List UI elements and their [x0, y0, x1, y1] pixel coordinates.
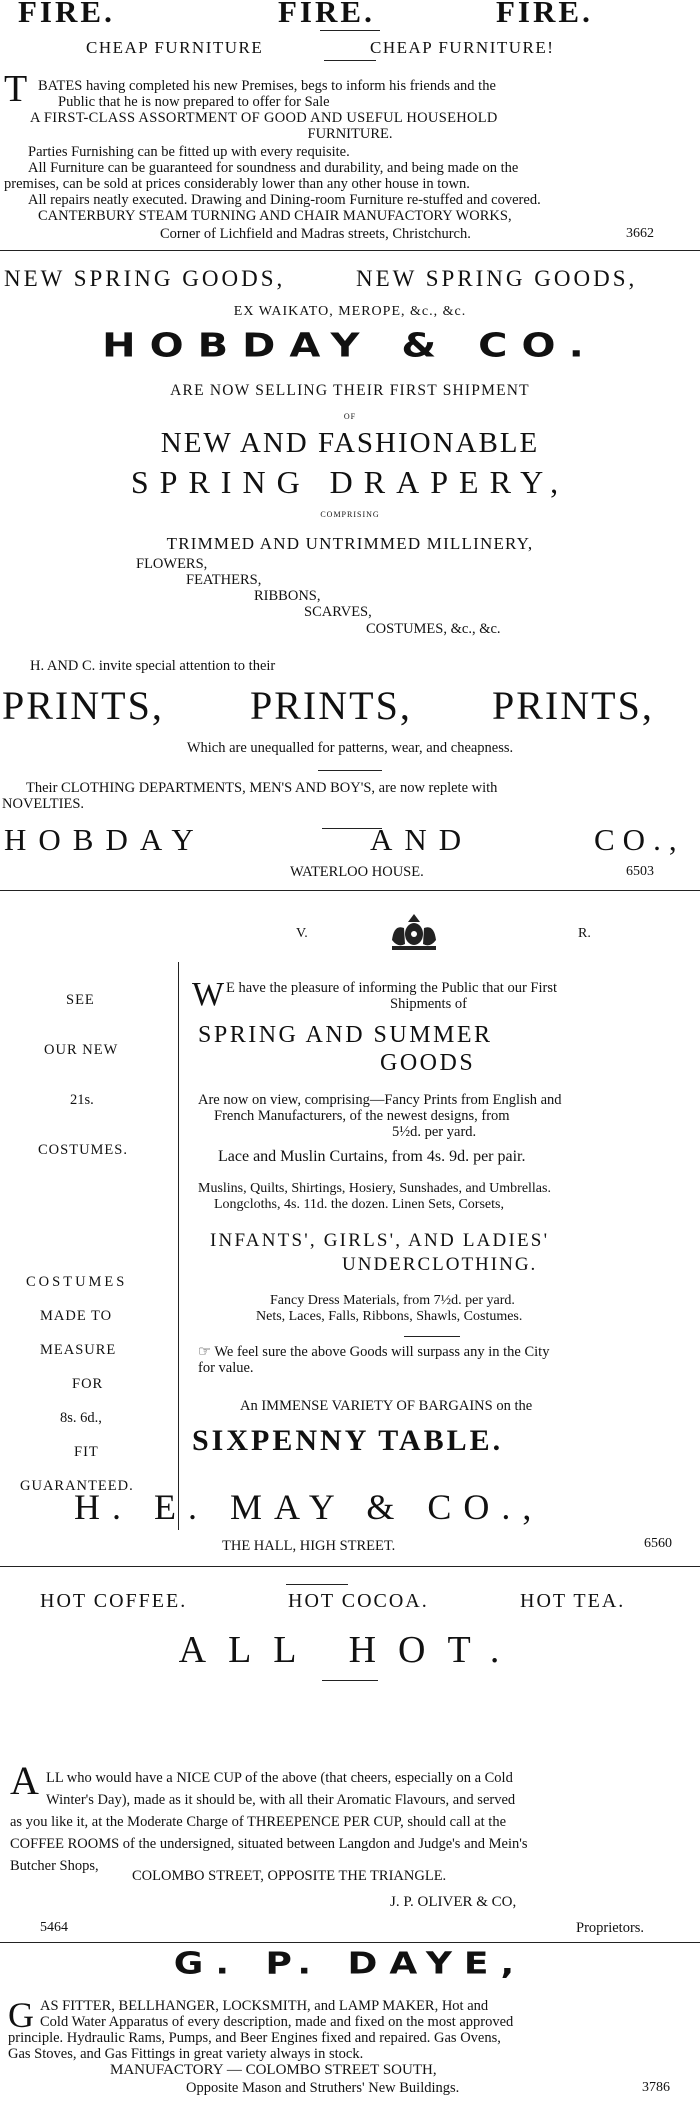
- hobday-ad-number: 6503: [626, 864, 654, 879]
- hobday-prints-2: PRINTS,: [250, 683, 412, 728]
- may-muslins-line2: Longcloths, 4s. 11d. the dozen. Linen Sets, Corsets,: [214, 1197, 504, 1212]
- may-intro-line2: Shipments of: [390, 996, 467, 1012]
- hobday-fashion-line1: NEW AND FASHIONABLE: [160, 427, 540, 459]
- divider-1: [0, 250, 700, 251]
- coffee-all-hot: ALL HOT.: [178, 1629, 522, 1671]
- divider-3: [0, 1566, 700, 1567]
- hobday-item-scarves: SCARVES,: [304, 604, 372, 620]
- hobday-millinery: TRIMMED AND UNTRIMMED MILLINERY,: [166, 534, 534, 553]
- fire-line-2: Public that he is now prepared to offer for Sale: [58, 94, 330, 110]
- fire-headline-3: FIRE.: [496, 0, 593, 29]
- fire-underline: [320, 30, 380, 31]
- fire-headline-1: FIRE.: [18, 0, 115, 29]
- crest-letter-r: R.: [578, 926, 591, 941]
- may-season-line1: SPRING AND SUMMER: [198, 1022, 493, 1048]
- may-season-line2: GOODS: [380, 1050, 476, 1076]
- fire-line-7: premises, can be sold at prices considerably lower than any other house in town.: [4, 176, 470, 192]
- sidebar-our-new: OUR NEW: [44, 1042, 119, 1058]
- hobday-headline-right: NEW SPRING GOODS,: [356, 266, 638, 291]
- fire-line-1: BATES having completed his new Premises, begs to inform his friends and the: [38, 78, 496, 94]
- sidebar-costumes-2: COSTUMES: [26, 1274, 128, 1290]
- may-column-divider: [178, 962, 179, 1530]
- coffee-drop-cap: A: [10, 1758, 39, 1803]
- fire-line-6: All Furniture can be guaranteed for soundness and durability, and being made on the: [28, 160, 519, 176]
- sidebar-measure: MEASURE: [40, 1342, 117, 1358]
- may-view-line3: 5½d. per yard.: [392, 1124, 477, 1140]
- daye-line-1: AS FITTER, BELLHANGER, LOCKSMITH, and LAMP MAKER, Hot and: [40, 1998, 489, 2014]
- hobday-prints-1: PRINTS,: [2, 683, 164, 728]
- hobday-clothing-line2: NOVELTIES.: [2, 796, 85, 812]
- coffee-line-2: Winter's Day), made as it should be, with all their Aromatic Flavours, and served: [46, 1792, 516, 1808]
- fire-line-8: All repairs neatly executed. Drawing and Dining-room Furniture re-stuffed and covered.: [28, 192, 541, 208]
- hobday-fashion-line2: SPRING DRAPERY,: [130, 464, 570, 500]
- fire-line-9: CANTERBURY STEAM TURNING AND CHAIR MANUFACTORY WORKS,: [38, 208, 512, 224]
- fire-line-5: Parties Furnishing can be fitted up with every requisite.: [28, 144, 350, 160]
- may-muslins-line1: Muslins, Quilts, Shirtings, Hosiery, Sunshades, and Umbrellas.: [198, 1181, 551, 1196]
- daye-line-5: MANUFACTORY — COLOMBO STREET SOUTH,: [110, 2062, 437, 2078]
- coffee-short-rule-2: [322, 1680, 378, 1681]
- daye-drop-cap: G: [8, 1995, 34, 2035]
- coffee-line-3: as you like it, at the Moderate Charge of THREEPENCE PER CUP, should call at the: [10, 1814, 507, 1830]
- drink-hot-cocoa: HOT COCOA.: [288, 1590, 429, 1612]
- coffee-line-5: Butcher Shops,: [10, 1858, 99, 1874]
- coffee-proprietor: J. P. OLIVER & CO,: [390, 1894, 517, 1910]
- royal-crest-icon: [386, 910, 442, 954]
- hobday-comprising: COMPRISING: [320, 510, 380, 519]
- hobday-short-rule-1: [318, 770, 382, 771]
- hobday-item-costumes: COSTUMES, &c., &c.: [366, 621, 501, 637]
- drink-hot-coffee: HOT COFFEE.: [40, 1590, 188, 1612]
- fire-headline-2: FIRE.: [278, 0, 375, 29]
- may-sure-line2: for value.: [198, 1360, 254, 1376]
- hobday-prints-3: PRINTS,: [492, 683, 654, 728]
- hobday-item-ribbons: RIBBONS,: [254, 588, 321, 604]
- fire-subhead-underline: [324, 60, 376, 61]
- sidebar-for: FOR: [72, 1376, 104, 1392]
- fire-subhead-2: CHEAP FURNITURE!: [370, 38, 555, 57]
- sidebar-fit: FIT: [74, 1444, 99, 1460]
- hobday-brand: HOBDAY & CO.: [102, 327, 598, 365]
- may-address: THE HALL, HIGH STREET.: [222, 1538, 396, 1554]
- may-intro-line1: E have the pleasure of informing the Public that our First: [226, 980, 558, 996]
- sidebar-costumes: COSTUMES.: [38, 1142, 128, 1158]
- daye-line-2: Cold Water Apparatus of every description, made and fixed on the most approved: [40, 2014, 514, 2030]
- may-infants-line1: INFANTS', GIRLS', AND LADIES': [210, 1230, 550, 1251]
- may-sixpenny-table: SIXPENNY TABLE.: [192, 1424, 504, 1457]
- divider-4: [0, 1942, 700, 1943]
- fire-line-10: Corner of Lichfield and Madras streets, Christchurch.: [160, 226, 471, 242]
- may-fancy-line2: Nets, Laces, Falls, Ribbons, Shawls, Costumes.: [256, 1309, 523, 1324]
- fire-line-4: FURNITURE.: [307, 126, 393, 142]
- may-fancy-line1: Fancy Dress Materials, from 7½d. per yard.: [270, 1293, 515, 1308]
- fire-subhead-1: CHEAP FURNITURE: [86, 38, 264, 57]
- divider-2: [0, 890, 700, 891]
- hobday-of: OF: [343, 412, 357, 421]
- hobday-invite: H. AND C. invite special attention to their: [30, 658, 276, 674]
- coffee-line-1: LL who would have a NICE CUP of the above (that cheers, especially on a Cold: [46, 1770, 513, 1786]
- drink-hot-tea: HOT TEA.: [520, 1590, 626, 1612]
- coffee-short-rule-1: [286, 1584, 348, 1585]
- coffee-line-4: COFFEE ROOMS of the undersigned, situated between Langdon and Judge's and Mein's: [10, 1836, 528, 1852]
- may-lace: Lace and Muslin Curtains, from 4s. 9d. per pair.: [218, 1148, 526, 1165]
- daye-line-6: Opposite Mason and Struthers' New Buildings.: [186, 2080, 460, 2096]
- hobday-footer-and: AND: [370, 822, 474, 857]
- sidebar-guaranteed: GUARANTEED.: [20, 1478, 134, 1494]
- hobday-item-feathers: FEATHERS,: [186, 572, 262, 588]
- hobday-item-flowers: FLOWERS,: [136, 556, 208, 572]
- may-drop-cap: W: [192, 976, 225, 1013]
- hobday-headline-left: NEW SPRING GOODS,: [4, 266, 286, 291]
- sidebar-price: 8s. 6d.,: [60, 1410, 102, 1426]
- sidebar-see: SEE: [66, 992, 95, 1008]
- may-sure-line1: ☞ We feel sure the above Goods will surpass any in the City: [198, 1344, 550, 1360]
- hobday-unequalled: Which are unequalled for patterns, wear, and cheapness.: [186, 740, 514, 756]
- may-view-line2: French Manufacturers, of the newest designs, from: [214, 1108, 510, 1124]
- coffee-line-6: COLOMBO STREET, OPPOSITE THE TRIANGLE.: [132, 1868, 447, 1884]
- hobday-footer-hobday: HOBDAY: [4, 822, 206, 857]
- may-view-line1: Are now on view, comprising—Fancy Prints from English and: [198, 1092, 562, 1108]
- hobday-clothing-line1: Their CLOTHING DEPARTMENTS, MEN'S AND BOY'S, are now replete with: [26, 780, 498, 796]
- crest-letter-v: V.: [296, 926, 308, 941]
- sidebar-made-to: MADE TO: [40, 1308, 113, 1324]
- fire-drop-cap: T: [4, 68, 28, 110]
- may-infants-line2: UNDERCLOTHING.: [342, 1254, 538, 1275]
- daye-brand: G. P. DAYE,: [173, 1946, 527, 1981]
- daye-ad-number: 3786: [642, 2080, 670, 2095]
- may-immense: An IMMENSE VARIETY OF BARGAINS on the: [240, 1398, 533, 1414]
- coffee-ad-number: 5464: [40, 1920, 68, 1935]
- sidebar-21s: 21s.: [70, 1092, 94, 1108]
- hobday-waterloo-house: WATERLOO HOUSE.: [290, 864, 424, 880]
- may-brand: H. E. MAY & CO.,: [74, 1487, 544, 1527]
- fire-ad-number: 3662: [626, 226, 654, 241]
- fire-line-3: A FIRST-CLASS ASSORTMENT OF GOOD AND USEFUL HOUSEHOLD: [30, 110, 498, 126]
- hobday-footer-co: CO.,: [594, 822, 685, 857]
- coffee-proprietors-label: Proprietors.: [576, 1920, 645, 1936]
- may-short-rule: [404, 1336, 460, 1337]
- daye-line-3: principle. Hydraulic Rams, Pumps, and Beer Engines fixed and repaired. Gas Ovens,: [8, 2030, 501, 2046]
- may-ad-number: 6560: [644, 1536, 672, 1551]
- daye-line-4: Gas Stoves, and Gas Fittings in great variety always in stock.: [8, 2046, 364, 2062]
- hobday-selling: ARE NOW SELLING THEIR FIRST SHIPMENT: [170, 382, 530, 399]
- hobday-ships: EX WAIKATO, MEROPE, &c., &c.: [233, 304, 467, 319]
